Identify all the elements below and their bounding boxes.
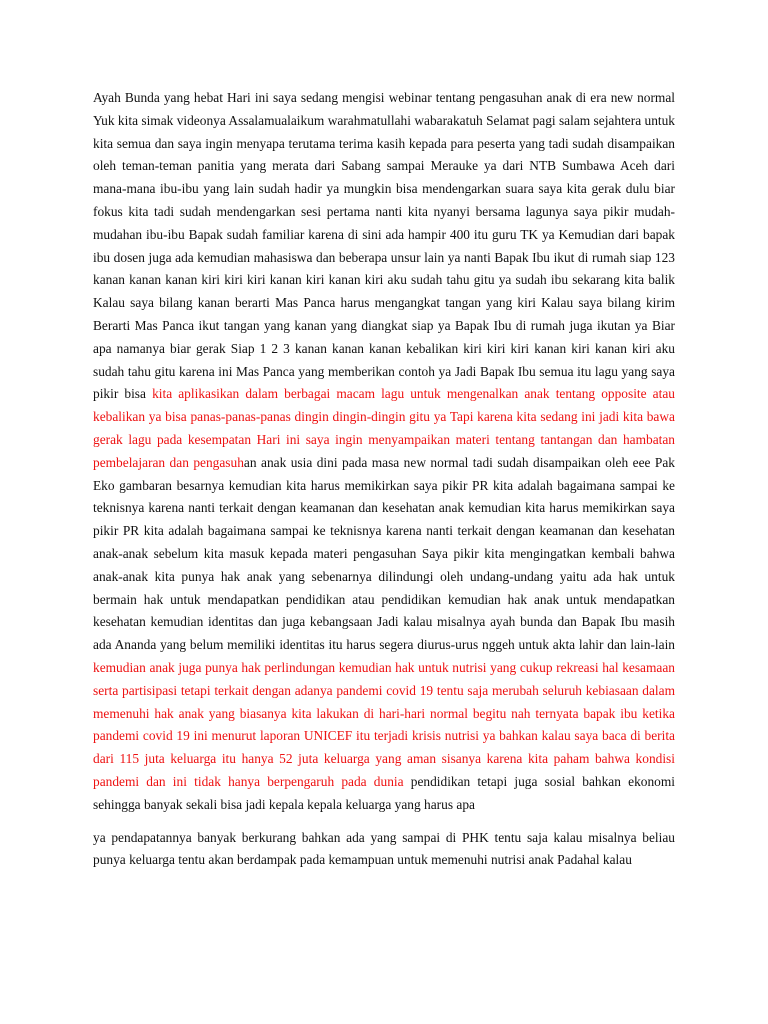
document-page	[93, 87, 675, 872]
highlighted-text-1: kita aplikasikan dalam berbagai macam lagu untuk mengenalkan anak tentang opposite atau kebalikan ya bisa panas-panas-panas dingin dingin-dingin gitu ya Tapi karena kita sedang ini jadi kita bawa gerak lagu pada kesempatan Hari ini saya ingin menyampaikan materi tentang tantangan dan hambatan pembelajaran dan pengasuh	[93, 386, 675, 470]
paragraph-1	[93, 87, 675, 817]
paragraph-1-text-c: pendidikan tetapi juga sosial bahkan ekonomi sehingga banyak sekali bisa jadi kepala kepala keluarga yang harus apa	[93, 773, 675, 812]
paragraph-1-text-a: Ayah Bunda yang hebat Hari ini saya sedang mengisi webinar tentang pengasuhan anak di era new normal Yuk kita simak videonya Assalamualaikum warahmatullahi wabarakatuh Selamat pagi salam sejahtera untuk kita semua dan saya ingin menyapa terutama terima kasih kepada para peserta yang tadi sudah disampaikan oleh teman-teman panitia yang merata dari Sabang sampai Merauke ya dari NTB Sumbawa Aceh dari mana-mana ibu-ibu yang lain sudah hadir ya mungkin bisa mendengarkan suara saya kita gerak dulu biar fokus kita tadi sudah mendengarkan sesi pertama nanti kita nyanyi bersama lagunya saya pikir mudah-mudahan ibu-ibu Bapak sudah familiar karena di sini ada hampir 400 itu guru TK ya Kemudian dari bapak ibu dosen juga ada kemudian mahasiswa dan beberapa unsur lain ya nanti Bapak Ibu ikut di rumah siap 123 kanan kanan kanan kiri kiri kiri kanan kiri kanan kiri aku sudah tahu gitu ya sudah ibu sekarang kita balik Kalau saya bilang kanan berarti Mas Panca harus mengangkat tangan yang kiri Kalau saya bilang kirim Berarti Mas Panca ikut tangan yang kanan yang diangkat siap ya Bapak Ibu di rumah juga ikutan ya Biar apa namanya biar gerak Siap 1 2 3 kanan kanan kanan kebalikan kiri kiri kiri kanan kiri kanan kiri aku sudah tahu gitu karena ini Mas Panca yang memberikan contoh ya Jadi Bapak Ibu semua itu lagu yang saya pikir bisa	[93, 90, 675, 402]
highlighted-text-2: kemudian anak juga punya hak perlindungan kemudian hak untuk nutrisi yang cukup rekreasi hal kesamaan serta partisipasi tetapi terkait dengan adanya pandemi covid 19 tentu saja merubah seluruh kebiasaan dalam memenuhi hak anak yang biasanya kita lakukan di hari-hari normal begitu nah ternyata bapak ibu ketika pandemi covid 19 ini menurut laporan UNICEF itu terjadi krisis nutrisi ya bahkan kalau saya baca di berita dari 115 juta keluarga itu hanya 52 juta keluarga yang aman sisanya karena kita paham bahwa kondisi pandemi dan ini tidak hanya berpengaruh pada dunia	[93, 659, 675, 789]
paragraph-2: ya pendapatannya banyak berkurang bahkan ada yang sampai di PHK tentu saja kalau misalnya beliau punya keluarga tentu akan berdampak pada kemampuan untuk memenuhi nutrisi anak Padahal kalau	[93, 829, 675, 868]
paragraph-1-text-b: an anak usia dini pada masa new normal tadi sudah disampaikan oleh eee Pak Eko gambaran besarnya kemudian kita harus memikirkan saya pikir PR kita adalah bagaimana sampai ke teknisnya karena nanti terkait dengan keamanan dan kesehatan anak kemudian kita harus memikirkan saya pikir PR kita adalah bagaimana sampai ke teknisnya karena nanti terkait dengan keamanan dan kesehatan anak-anak sebelum kita masuk kepada materi pengasuhan Saya pikir kita mengingatkan kembali bahwa anak-anak kita punya hak anak yang sebenarnya dilindungi oleh undang-undang yaitu ada hak untuk bermain hak untuk mendapatkan pendidikan atau pendidikan kemudian hak anak untuk mendapatkan kesehatan kemudian identitas dan juga kebangsaan Jadi kalau misalnya ayah bunda dan Bapak Ibu masih ada Ananda yang belum memiliki identitas itu harus segera diurus-urus nggeh untuk akta lahir dan lain-lain	[93, 454, 675, 653]
